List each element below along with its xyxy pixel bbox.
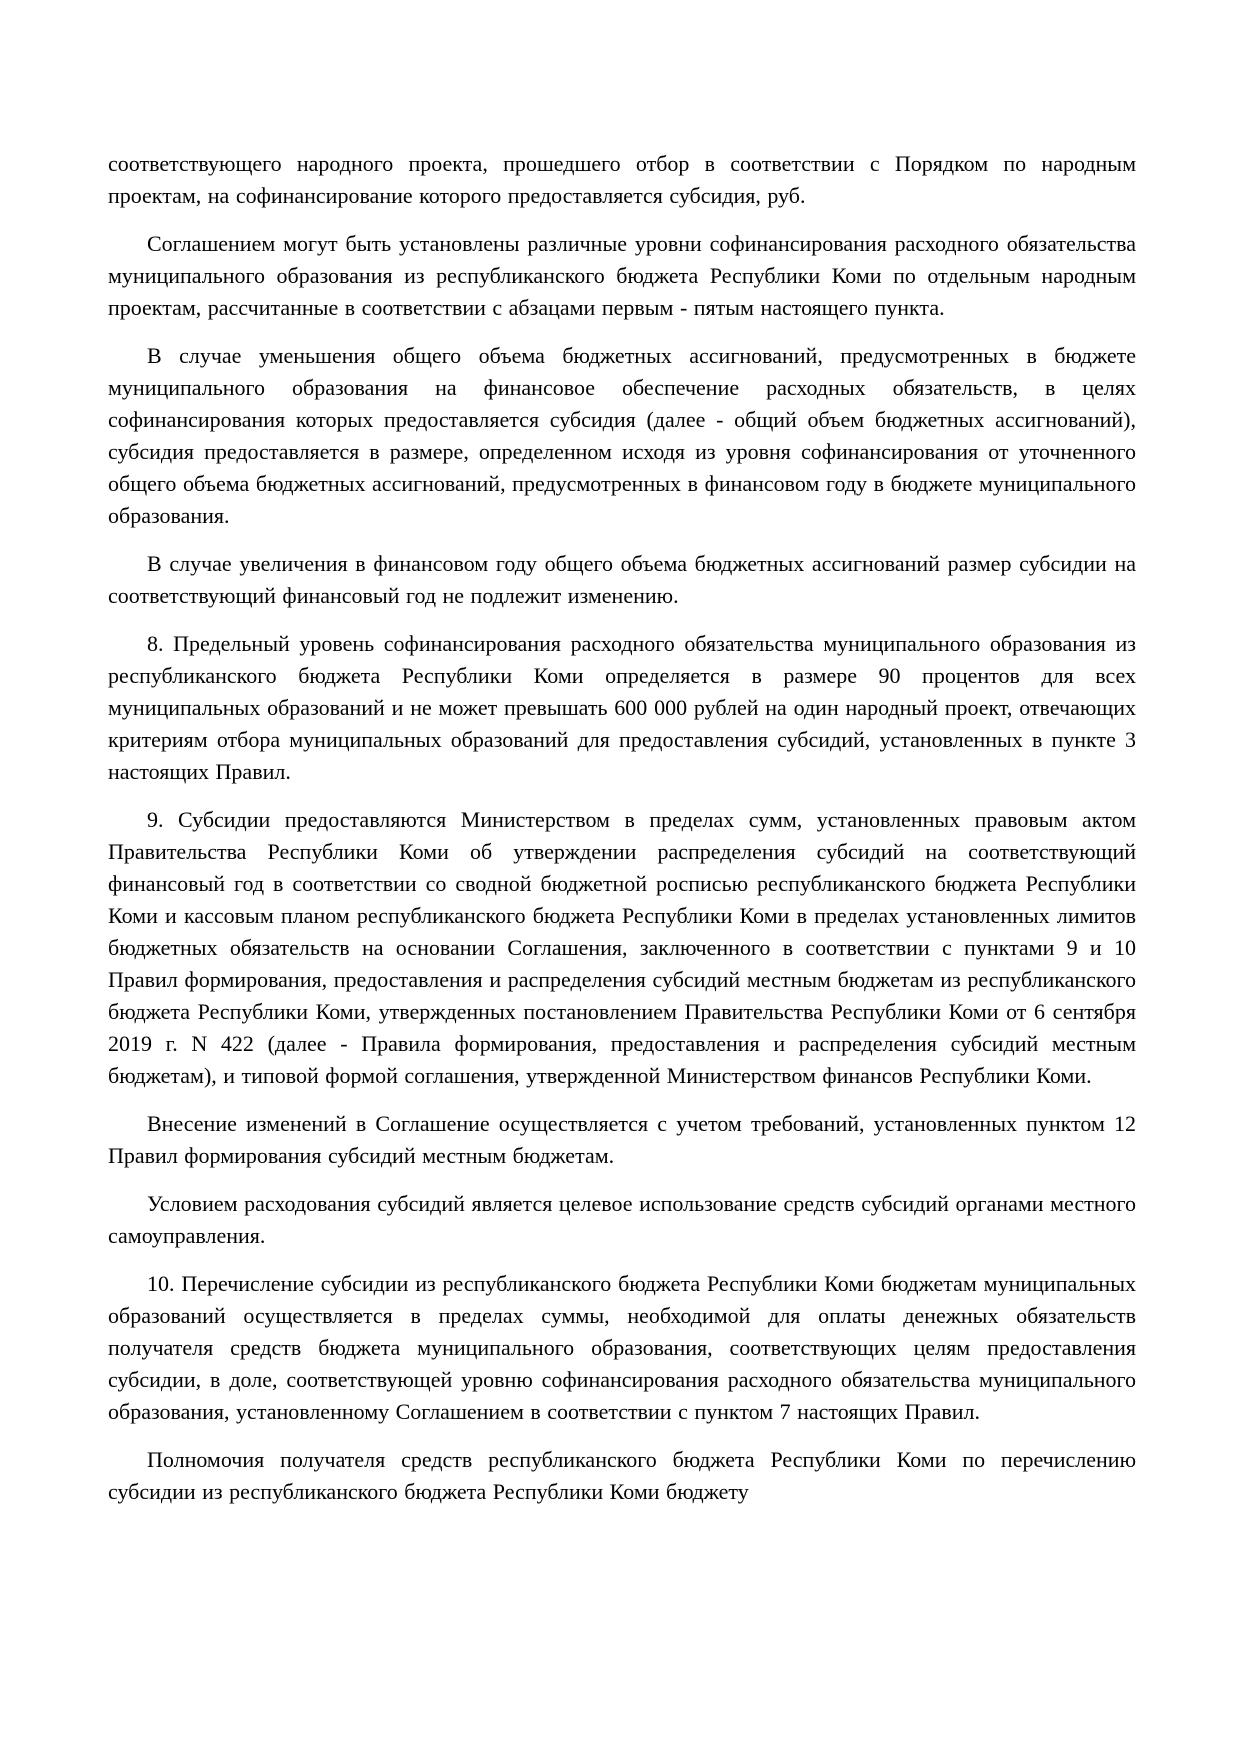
paragraph-item-8: 8. Предельный уровень софинансирования расходного обязательства муниципального образования из республиканского бюджета Республики Коми определяется в размере 90 процентов для всех муниципальных образований и не может превышать 600 000 рублей на один народный проект, отвечающих критериям отбора муниципальных образований для предоставления субсидий, установленных в пункте 3 настоящих Правил. [108, 631, 1136, 784]
paragraph-cutoff: Полномочия получателя средств республиканского бюджета Республики Коми по перечислению субсидии из республиканского бюджета Республики Коми бюджету [108, 1447, 1136, 1504]
paragraph-continuation: соответствующего народного проекта, прошедшего отбор в соответствии с Порядком по народным проектам, на софинансирование которого предоставляется субсидия, руб. [108, 151, 1136, 208]
paragraph: В случае уменьшения общего объема бюджетных ассигнований, предусмотренных в бюджете муниципального образования на финансовое обеспечение расходных обязательств, в целях софинансирования которых предоставляется субсидия (далее - общий объем бюджетных ассигнований), субсидия предоставляется в размере, определенном исходя из уровня софинансирования от уточненного общего объема бюджетных ассигнований, предусмотренных в финансовом году в бюджете муниципального образования. [108, 343, 1136, 528]
paragraph: Условием расходования субсидий является целевое использование средств субсидий органами местного самоуправления. [108, 1191, 1136, 1248]
paragraph: В случае увеличения в финансовом году общего объема бюджетных ассигнований размер субсидии на соответствующий финансовый год не подлежит изменению. [108, 551, 1136, 608]
paragraph: Соглашением могут быть установлены различные уровни софинансирования расходного обязательства муниципального образования из республиканского бюджета Республики Коми по отдельным народным проектам, рассчитанные в соответствии с абзацами первым - пятым настоящего пункта. [108, 231, 1136, 320]
paragraph: Внесение изменений в Соглашение осуществляется с учетом требований, установленных пунктом 12 Правил формирования субсидий местным бюджетам. [108, 1111, 1136, 1168]
paragraph-item-9: 9. Субсидии предоставляются Министерством в пределах сумм, установленных правовым актом Правительства Республики Коми об утверждении распределения субсидий на соответствующий финансовый год в соответствии со сводной бюджетной росписью республиканского бюджета Республики Коми и кассовым планом республиканского бюджета Республики Коми в пределах установленных лимитов бюджетных обязательств на основании Соглашения, заключенного в соответствии с пунктами 9 и 10 Правил формирования, предоставления и распределения субсидий местным бюджетам из республиканского бюджета Республики Коми, утвержденных постановлением Правительства Республики Коми от 6 сентября 2019 г. N 422 (далее - Правила формирования, предоставления и распределения субсидий местным бюджетам), и типовой формой соглашения, утвержденной Министерством финансов Республики Коми. [108, 807, 1136, 1088]
paragraph-item-10: 10. Перечисление субсидии из республиканского бюджета Республики Коми бюджетам муниципальных образований осуществляется в пределах суммы, необходимой для оплаты денежных обязательств получателя средств бюджета муниципального образования, соответствующих целям предоставления субсидии, в доле, соответствующей уровню софинансирования расходного обязательства муниципального образования, установленному Соглашением в соответствии с пунктом 7 настоящих Правил. [108, 1271, 1136, 1424]
